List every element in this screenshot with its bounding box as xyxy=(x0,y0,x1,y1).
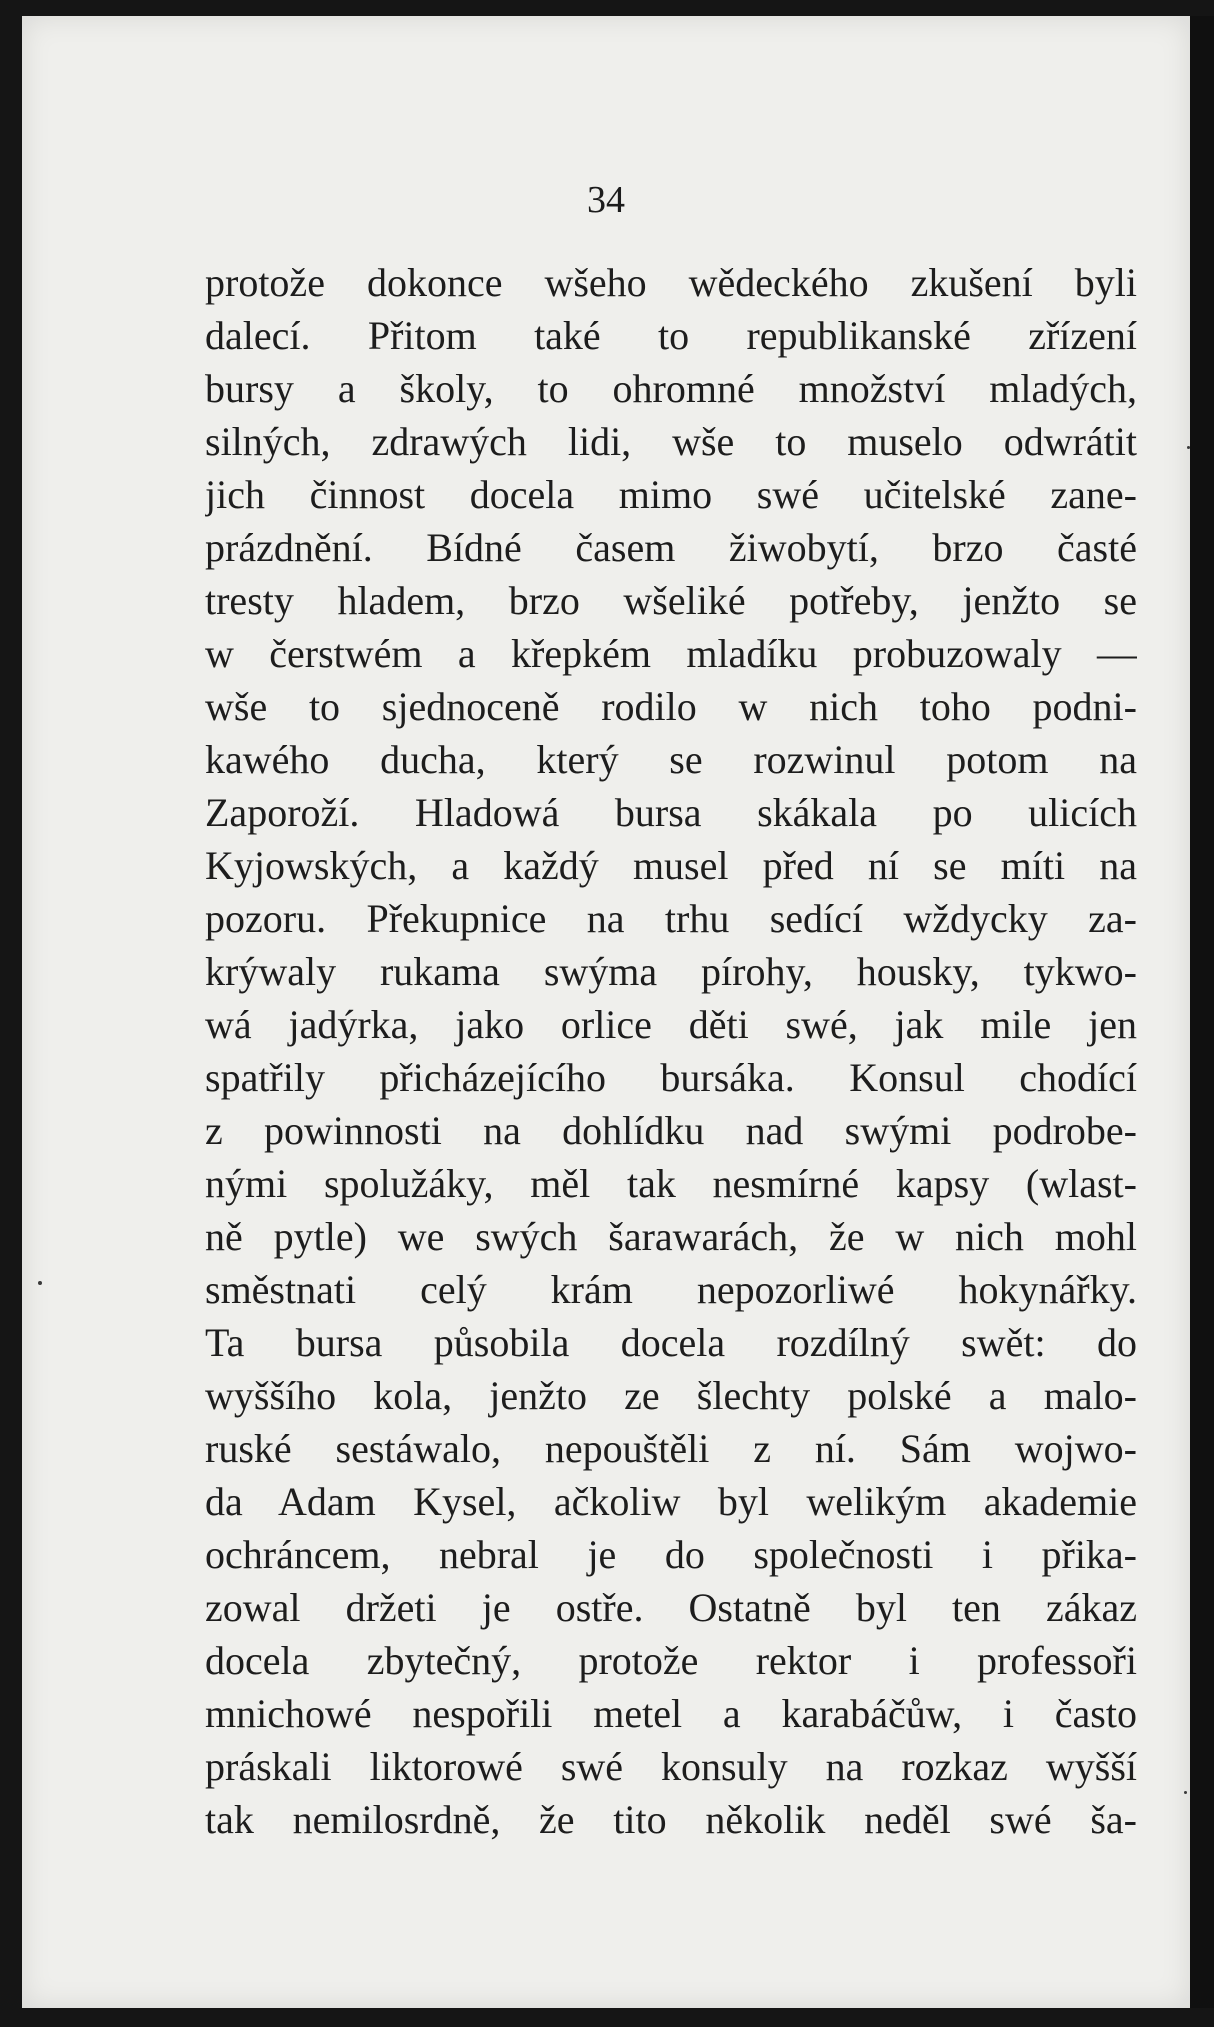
text-line: wyššího kola, jenžto ze šlechty polské a malo- xyxy=(205,1373,1137,1418)
text-line: wá jadýrka, jako orlice děti swé, jak mile jen xyxy=(205,1002,1137,1047)
text-line: wše to sjednoceně rodilo w nich toho podni- xyxy=(205,684,1137,729)
text-line: bursy a školy, to ohromné množství mladých, xyxy=(205,366,1137,411)
text-line: práskali liktorowé swé konsuly na rozkaz wyšší xyxy=(205,1744,1137,1789)
scan-edge xyxy=(1190,16,1214,2008)
page-number: 34 xyxy=(587,179,625,221)
text-line: ně pytle) we swých šarawarách, že w nich mohl xyxy=(205,1214,1137,1259)
text-line: Zaporoží. Hladowá bursa skákala po ulicích xyxy=(205,790,1137,835)
text-line: jich činnost docela mimo swé učitelské zane- xyxy=(205,472,1137,517)
text-line: pozoru. Překupnice na trhu sedící wždycky za- xyxy=(205,896,1137,941)
text-line: tak nemilosrdně, že tito několik neděl swé ša- xyxy=(205,1797,1137,1842)
print-speck xyxy=(38,1281,42,1285)
text-line: da Adam Kysel, ačkoliw byl welikým akademie xyxy=(205,1479,1137,1524)
text-line: z powinnosti na dohlídku nad swými podrobe- xyxy=(205,1108,1137,1153)
text-line: kawého ducha, který se rozwinul potom na xyxy=(205,737,1137,782)
text-line: ruské sestáwalo, nepouštěli z ní. Sám wojwo- xyxy=(205,1426,1137,1471)
text-line: dalecí. Přitom také to republikanské zřízení xyxy=(205,313,1137,358)
text-line: zowal držeti je ostře. Ostatně byl ten zákaz xyxy=(205,1585,1137,1630)
text-line: Ta bursa působila docela rozdílný swět: do xyxy=(205,1320,1137,1365)
text-line: docela zbytečný, protože rektor i professoři xyxy=(205,1638,1137,1683)
print-speck xyxy=(1184,1791,1187,1794)
text-line: směstnati celý krám nepozorliwé hokynářky. xyxy=(205,1267,1137,1312)
text-line: tresty hladem, brzo wšeliké potřeby, jenžto se xyxy=(205,578,1137,623)
text-line: spatřily přicházejícího bursáka. Konsul chodící xyxy=(205,1055,1137,1100)
text-line: krýwaly rukama swýma pírohy, housky, tykwo- xyxy=(205,949,1137,994)
text-line: nými spolužáky, měl tak nesmírné kapsy (wlast- xyxy=(205,1161,1137,1206)
book-page xyxy=(22,16,1190,2008)
text-line: ochráncem, nebral je do společnosti i přika- xyxy=(205,1532,1137,1577)
text-line: Kyjowských, a každý musel před ní se míti na xyxy=(205,843,1137,888)
text-line: w čerstwém a křepkém mladíku probuzowaly — xyxy=(205,631,1137,676)
body-text xyxy=(205,256,1137,1846)
text-line: mnichowé nespořili metel a karabáčůw, i často xyxy=(205,1691,1137,1736)
text-line: protože dokonce wšeho wědeckého zkušení byli xyxy=(205,260,1137,305)
text-line: prázdnění. Bídné časem žiwobytí, brzo časté xyxy=(205,525,1137,570)
text-line: silných, zdrawých lidi, wše to muselo odwrátit xyxy=(205,419,1137,464)
